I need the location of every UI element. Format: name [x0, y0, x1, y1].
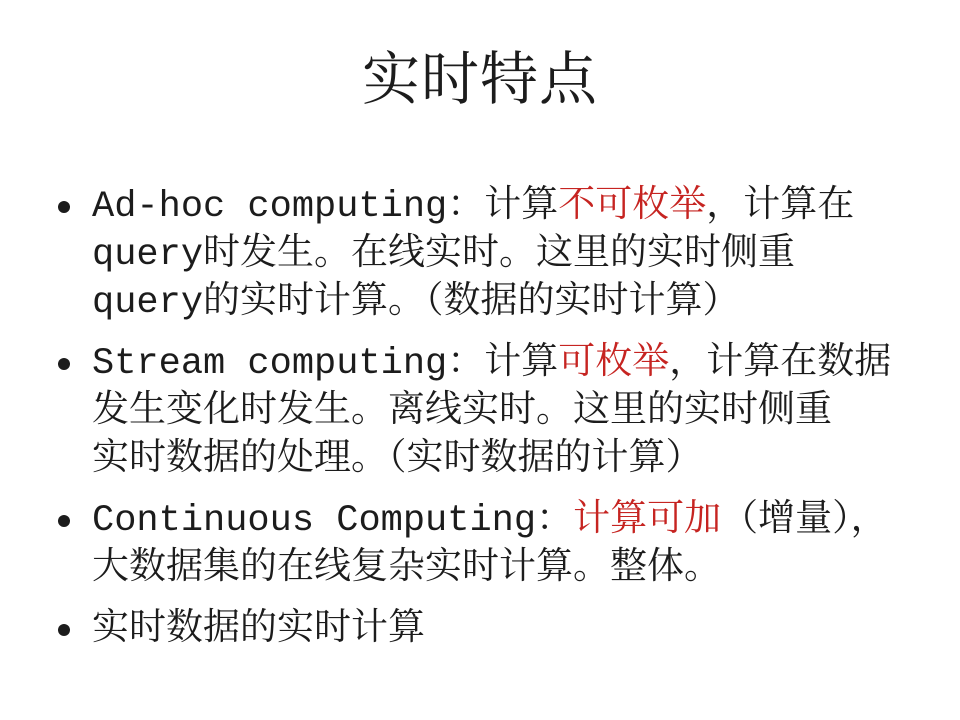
text-segment: Ad-hoc computing：计算: [92, 186, 559, 228]
text-segment: 发生变化时发生。离线实时。这里的实时侧重: [92, 391, 832, 433]
text-line: [92, 606, 940, 654]
text-line: [92, 497, 940, 545]
text-line: [92, 436, 940, 484]
text-segment: 实时数据的实时计算: [92, 609, 425, 651]
text-line: [92, 183, 940, 231]
text-segment: Stream computing：计算: [92, 343, 559, 385]
text-line: [92, 340, 940, 388]
text-line: [92, 388, 940, 436]
text-segment: （增量），: [721, 500, 888, 542]
bullet-item-stream-computing: [92, 340, 940, 484]
text-line: [92, 231, 940, 279]
text-line: [92, 545, 940, 593]
bullet-dot: [58, 624, 70, 636]
highlight-segment: 不可枚举: [558, 186, 707, 228]
text-segment: query时发生。在线实时。这里的实时侧重: [92, 234, 796, 276]
text-segment: 实时数据的处理。（实时数据的计算）: [92, 439, 703, 481]
text-segment: ，计算在: [706, 186, 855, 228]
text-segment: query的实时计算。（数据的实时计算）: [92, 282, 740, 324]
highlight-segment: 计算可加: [573, 500, 722, 542]
slide-title: 实时特点: [361, 52, 598, 117]
text-segment: 大数据集的在线复杂实时计算。整体。: [92, 548, 721, 590]
bullet-item-realtime-data: [92, 606, 940, 654]
text-segment: ，计算在数据: [669, 343, 892, 385]
bullet-item-continuous-computing: [92, 497, 940, 593]
bullet-dot: [58, 358, 70, 370]
bullet-dot: [58, 515, 70, 527]
bullet-item-adhoc-computing: [92, 183, 940, 327]
text-line: [92, 279, 940, 327]
bullet-list: [92, 183, 940, 667]
highlight-segment: 可枚举: [558, 343, 670, 385]
bullet-dot: [58, 201, 70, 213]
text-segment: Continuous Computing：: [92, 500, 574, 542]
